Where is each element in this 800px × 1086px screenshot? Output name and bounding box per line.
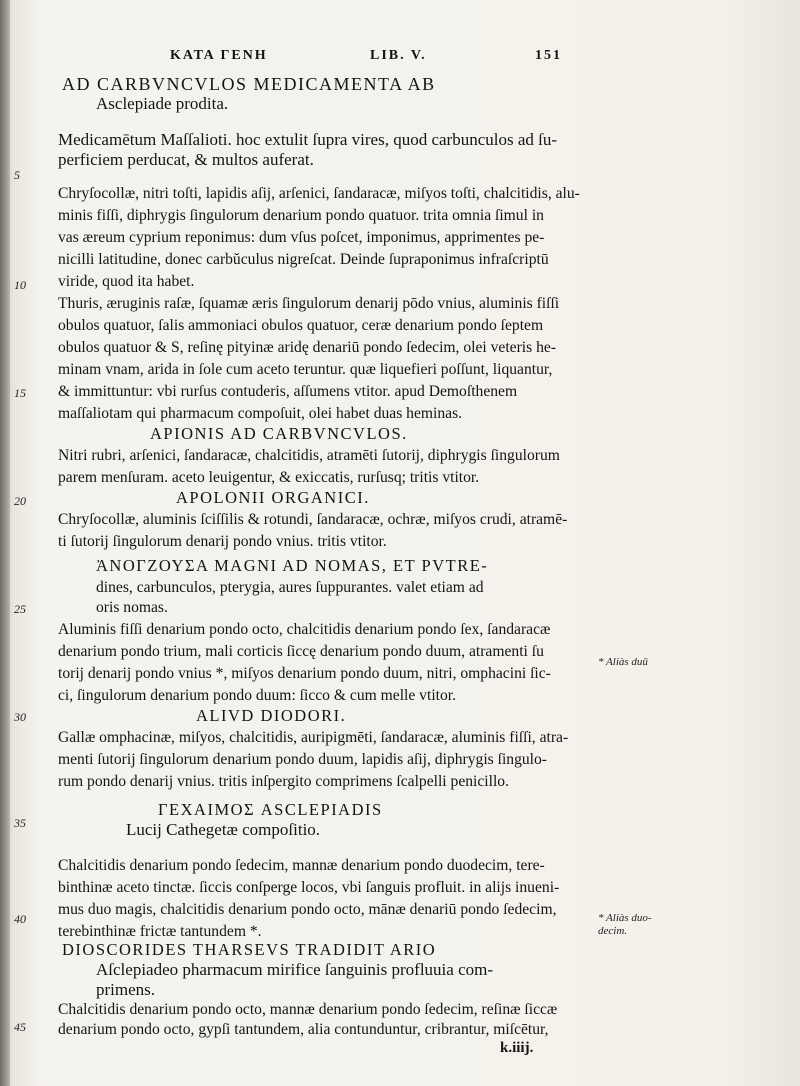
text-line: oris nomas.	[96, 599, 168, 616]
line-number: 5	[14, 168, 20, 182]
line-number: 15	[14, 386, 26, 400]
text-line: primens.	[96, 980, 156, 999]
text-line: rum pondo denarij vnius. tritis inſpergito comprimens ſcalpelli penicillo.	[58, 773, 509, 790]
margin-note: * Aliàs duo- decim.	[598, 912, 652, 937]
header-greek-title: ΚΑΤΑ ΓΕΝΗ	[170, 48, 268, 63]
header-page-number: 151	[535, 48, 562, 63]
section-heading: APOLONII ORGANICI.	[176, 488, 370, 507]
text-line: Nitri rubri, arſenici, ſandaracæ, chalcitidis, atramēti ſutorij, diphrygis ſingulorum	[58, 447, 560, 464]
section-heading: ΓΕΧΑΙΜΟΣ ASCLEPIADIS	[158, 800, 383, 819]
section-heading: DIOSCORIDES THARSEVS TRADIDIT ARIO	[62, 940, 437, 959]
text-line: binthinæ aceto tinctæ. ſiccis conſperge locos, vbi ſanguis profluit. in alijs inueni-	[58, 879, 560, 896]
text-line: Aluminis fiſſi denarium pondo octo, chalcitidis denarium pondo ſex, ſandaracæ	[58, 621, 551, 638]
line-number: 20	[14, 494, 26, 508]
binding-shadow	[0, 0, 10, 1086]
text-line: nicilli latitudine, donec carbŭculus nigreſcat. Deinde ſupraponimus infraſcriptū	[58, 251, 549, 268]
text-line: denarium pondo octo, gypſi tantundem, alia contunduntur, cribrantur, miſcētur,	[58, 1021, 549, 1038]
line-number: 40	[14, 912, 26, 926]
header-book-number: LIB. V.	[370, 48, 427, 63]
line-number: 10	[14, 278, 26, 292]
line-number: 45	[14, 1020, 26, 1034]
text-line: denarium pondo trium, mali corticis ſiccę denarium pondo duum, atramenti ſu	[58, 643, 544, 660]
text-line: parem menſuram. aceto leuigentur, & exiccatis, rurſusq; tritis vtitor.	[58, 469, 480, 486]
text-line: Chalcitidis denarium pondo ſedecim, mannæ denarium pondo duodecim, tere-	[58, 857, 545, 874]
section-heading: AD CARBVNCVLOS MEDICAMENTA AB	[62, 74, 436, 94]
text-line: viride, quod ita habet.	[58, 273, 195, 290]
line-number: 35	[14, 816, 26, 830]
text-line: obulos quatuor, ſalis ammoniaci obulos quatuor, ceræ denarium pondo ſeptem	[58, 317, 544, 334]
text-line: minam vnam, arida in ſole cum aceto teruntur. quæ liquefieri poſſunt, liquantur,	[58, 361, 553, 378]
section-heading: ἈΝΟΓΖΟΥΣΑ MAGNI AD NOMAS, ET PVTRE-	[96, 556, 489, 575]
text-line: Asclepiade prodita.	[96, 94, 229, 113]
text-line: Thuris, æruginis raſæ, ſquamæ æris ſingulorum denarij pōdo vnius, aluminis fiſſi	[58, 295, 560, 312]
text-line: Chryſocollæ, nitri toſti, lapidis aſij, arſenici, ſandaracæ, miſyos toſti, chalcitidis, alu-	[58, 185, 580, 202]
text-line: ci, ſingulorum denarium pondo duum: ſicco & cum melle vtitor.	[58, 687, 457, 704]
text-line: perficiem perducat, & multos auferat.	[58, 150, 314, 169]
section-heading: APIONIS AD CARBVNCVLOS.	[150, 424, 408, 443]
text-line: ti ſutorij ſingulorum denarij pondo vnius. tritis vtitor.	[58, 533, 387, 550]
signature-mark: k.iiij.	[500, 1040, 534, 1056]
section-heading: ALIVD DIODORI.	[196, 706, 347, 725]
text-line: mus duo magis, chalcitidis denarium pondo octo, mānæ denariū pondo ſedecim,	[58, 901, 557, 918]
text-line: terebinthinæ frictæ tantundem *.	[58, 923, 262, 940]
text-line: Chalcitidis denarium pondo octo, mannæ denarium pondo ſedecim, reſinæ ſiccæ	[58, 1001, 558, 1018]
text-line: maſſaliotam qui pharmacum compoſuit, olei habet duas heminas.	[58, 405, 463, 422]
text-line: obulos quatuor & S, reſinę pityinæ aridę denariū pondo ſedecim, olei veteris he-	[58, 339, 557, 356]
line-number: 30	[14, 710, 26, 724]
text-line: Medicamētum Maſſalioti. hoc extulit ſupra vires, quod carbunculos ad ſu-	[58, 130, 558, 149]
text-line: menti ſutorij ſingulorum denarium pondo duum, lapidis aſij, diphrygis ſingulo-	[58, 751, 547, 768]
text-line: torij denarij pondo vnius *, miſyos denarium pondo duum, nitri, omphacini ſic-	[58, 665, 551, 682]
text-line: minis fiſſi, diphrygis ſingulorum denarium pondo quatuor. trita omnia ſimul in	[58, 207, 544, 224]
text-line: Lucij Cathegetæ compoſitio.	[126, 820, 321, 839]
line-number: 25	[14, 602, 26, 616]
text-line: Gallæ omphacinæ, miſyos, chalcitidis, auripigmēti, ſandaracæ, aluminis fiſſi, atra-	[58, 729, 569, 746]
text-line: Chryſocollæ, aluminis ſciſſilis & rotundi, ſandaracæ, ochræ, miſyos crudi, atramē-	[58, 511, 568, 528]
text-line: vas æreum cyprium reponimus: dum vſus poſcet, imponimus, apprimentes pe-	[58, 229, 545, 246]
running-header	[170, 48, 610, 70]
margin-note: * Aliàs duū	[598, 656, 648, 668]
text-line: dines, carbunculos, pterygia, aures ſuppurantes. valet etiam ad	[96, 579, 484, 596]
text-line: Aſclepiadeo pharmacum mirifice ſanguinis profluuia com-	[96, 960, 494, 979]
text-line: & immittuntur: vbi rurſus contuderis, aſſumens vtitor. apud Demoſthenem	[58, 383, 518, 400]
